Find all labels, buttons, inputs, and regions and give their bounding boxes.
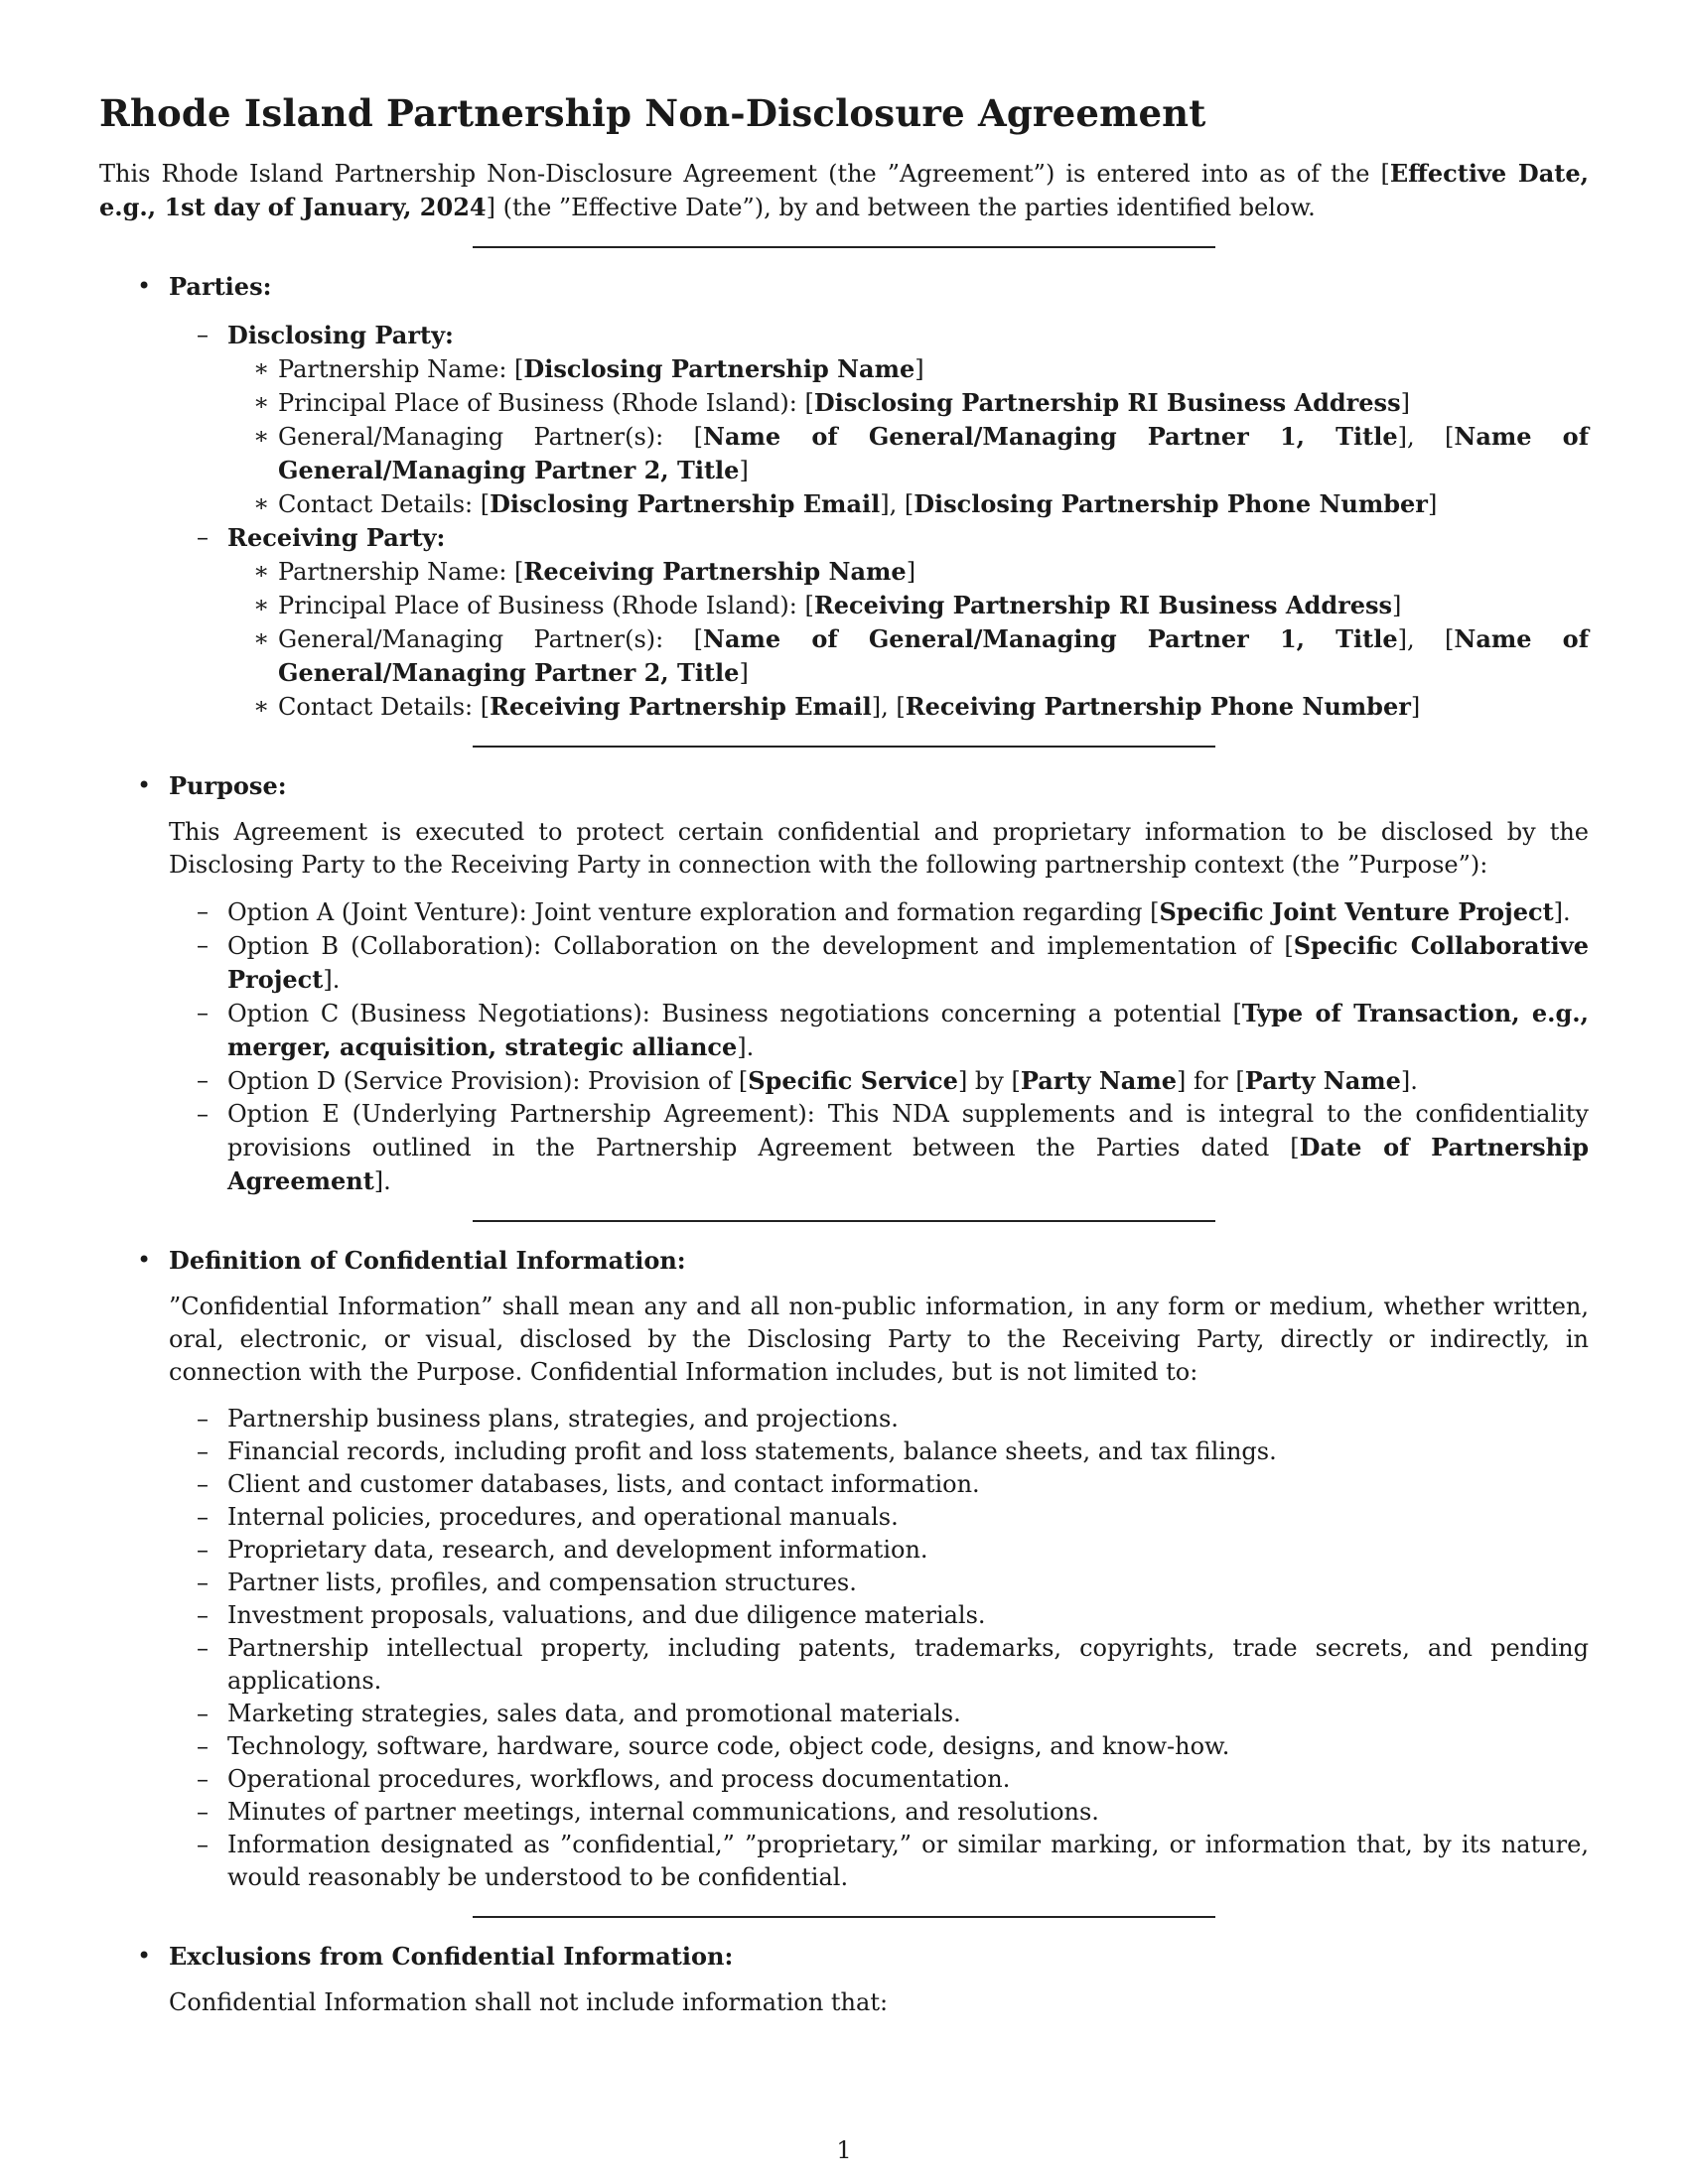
list-item: – Partner lists, profiles, and compensation structures. [169, 1567, 1589, 1599]
dash-icon: – [197, 1100, 209, 1128]
list-item: ∗ Partnership Name: [Disclosing Partnership Name] [253, 354, 924, 383]
receiving-party-item [169, 521, 1589, 724]
intro-paragraph [99, 157, 1589, 224]
bullet-icon: • [137, 771, 152, 799]
asterisk-icon: ∗ [253, 489, 270, 517]
list-item: – Technology, software, hardware, source code, object code, designs, and know-how. [169, 1730, 1589, 1763]
asterisk-icon: ∗ [253, 591, 270, 618]
effective-date-placeholder: Effective Date, e.g., 1st day of January, 2024 [99, 159, 1589, 221]
exclusions-heading: Exclusions from Confidential Information: [169, 1942, 734, 1971]
asterisk-icon: ∗ [253, 354, 270, 382]
document-title: Rhode Island Partnership Non-Disclosure Agreement [99, 91, 1206, 135]
definition-section [99, 1244, 1589, 1894]
purpose-option-d: – Option D (Service Provision): Provision of [Specific Service] by [Party Name] for [Party Name]. [197, 1066, 1418, 1095]
document-page [99, 91, 1589, 2019]
list-item: ∗ Partnership Name: [Receiving Partnership Name] [253, 557, 916, 586]
dash-icon: – [197, 1470, 209, 1498]
section-divider [473, 1916, 1215, 1918]
list-item: – Partnership intellectual property, including patents, trademarks, copyrights, trade secrets, and pending applications. [197, 1634, 1589, 1695]
list-item: ∗ Contact Details: [Receiving Partnership Email], [Receiving Partnership Phone Number] [253, 692, 1421, 721]
dash-icon: – [197, 1437, 209, 1465]
list-item: ∗ Contact Details: [Disclosing Partnership Email], [Disclosing Partnership Phone Number] [253, 489, 1438, 518]
list-item: – Marketing strategies, sales data, and promotional materials. [169, 1698, 1589, 1730]
dash-icon: – [197, 1569, 209, 1596]
disclosing-party-label: Disclosing Party: [227, 321, 454, 349]
dash-icon: – [197, 1765, 209, 1793]
definition-heading: Definition of Confidential Information: [169, 1246, 686, 1275]
dash-icon: – [197, 1700, 209, 1727]
intro-text: This Rhode Island Partnership Non-Disclosure Agreement (the ”Agreement”) is entered into as of the [ [99, 160, 1390, 188]
list-item: – Investment proposals, valuations, and due diligence materials. [169, 1599, 1589, 1632]
bullet-icon: • [137, 272, 152, 300]
purpose-section [99, 769, 1589, 1198]
purpose-option-a: – Option A (Joint Venture): Joint venture exploration and formation regarding [Specific Joint Venture Project]. [197, 897, 1571, 926]
bullet-icon: • [137, 1246, 152, 1274]
definition-body: ”Confidential Information” shall mean any and all non-public information, in any form or medium, whether written, oral, electronic, or visual, disclosed by the Disclosing Party to the Receiving Party, directly or indirectly, in connection with the Purpose. Confidential Information includes, but is not limited to: [169, 1293, 1589, 1386]
purpose-option-e: – Option E (Underlying Partnership Agreement): This NDA supplements and is integral to the confidentiality provisions outlined in the Partnership Agreement between the Parties dated [Date of Partnership Agreement]. [197, 1100, 1590, 1195]
list-item: – Client and customer databases, lists, and contact information. [169, 1468, 1589, 1501]
list-item: ∗ General/Managing Partner(s): [Name of General/Managing Partner 1, Title], [Name of General/Managing Partner 2, Title] [253, 624, 1590, 687]
dash-icon: – [197, 1601, 209, 1629]
list-item: ∗ General/Managing Partner(s): [Name of General/Managing Partner 1, Title], [Name of General/Managing Partner 2, Title] [253, 422, 1590, 484]
dash-icon: – [197, 1798, 209, 1826]
exclusions-body: Confidential Information shall not include information that: [169, 1988, 889, 2016]
exclusions-section [99, 1940, 1589, 2019]
receiving-party-label: Receiving Party: [227, 523, 446, 552]
asterisk-icon: ∗ [253, 388, 270, 416]
section-divider [473, 1220, 1215, 1222]
asterisk-icon: ∗ [253, 624, 270, 652]
dash-icon: – [197, 1066, 209, 1094]
dash-icon: – [197, 1634, 209, 1662]
list-item: – Financial records, including profit and loss statements, balance sheets, and tax filings. [169, 1435, 1589, 1468]
purpose-body: This Agreement is executed to protect certain confidential and proprietary information to be disclosed by the Disclosing Party to the Receiving Party in connection with the following partnership context (the ”Purpose”): [169, 818, 1589, 879]
dash-icon: – [197, 1831, 209, 1858]
list-item: ∗ Principal Place of Business (Rhode Island): [Receiving Partnership RI Business Address] [253, 591, 1402, 619]
list-item: – Minutes of partner meetings, internal communications, and resolutions. [169, 1796, 1589, 1829]
intro-text-end: ] (the ”Effective Date”), by and between the parties identified below. [486, 194, 1316, 221]
dash-icon: – [197, 999, 209, 1026]
dash-icon: – [197, 1732, 209, 1760]
parties-heading: Parties: [169, 272, 272, 301]
list-item: – Partnership business plans, strategies, and projections. [169, 1403, 1589, 1435]
bullet-icon: • [137, 1942, 152, 1970]
purpose-option-b: – Option B (Collaboration): Collaboration on the development and implementation of [Specific Collaborative Project]. [197, 931, 1590, 994]
asterisk-icon: ∗ [253, 422, 270, 450]
dash-icon: – [197, 1503, 209, 1531]
dash-icon: – [197, 321, 209, 348]
parties-section [99, 270, 1589, 724]
disclosing-party-item [169, 319, 1589, 521]
asterisk-icon: ∗ [253, 557, 270, 585]
dash-icon: – [197, 1536, 209, 1564]
section-divider [473, 246, 1215, 248]
purpose-heading: Purpose: [169, 771, 287, 800]
page-number: 1 [836, 2136, 852, 2164]
list-item: – Internal policies, procedures, and operational manuals. [169, 1501, 1589, 1534]
dash-icon: – [197, 897, 209, 925]
list-item: – Proprietary data, research, and development information. [169, 1534, 1589, 1567]
section-divider [473, 746, 1215, 748]
dash-icon: – [197, 1405, 209, 1433]
dash-icon: – [197, 931, 209, 959]
list-item: ∗ Principal Place of Business (Rhode Island): [Disclosing Partnership RI Business Address] [253, 388, 1410, 417]
asterisk-icon: ∗ [253, 692, 270, 720]
list-item: – Information designated as ”confidential,” ”proprietary,” or similar marking, or information that, by its nature, would reasonably be understood to be confidential. [197, 1831, 1589, 1891]
list-item: – Operational procedures, workflows, and process documentation. [169, 1763, 1589, 1796]
dash-icon: – [197, 523, 209, 551]
purpose-option-c: – Option C (Business Negotiations): Business negotiations concerning a potential [Type of Transaction, e.g., merger, acquisition, strategic alliance]. [197, 999, 1590, 1061]
